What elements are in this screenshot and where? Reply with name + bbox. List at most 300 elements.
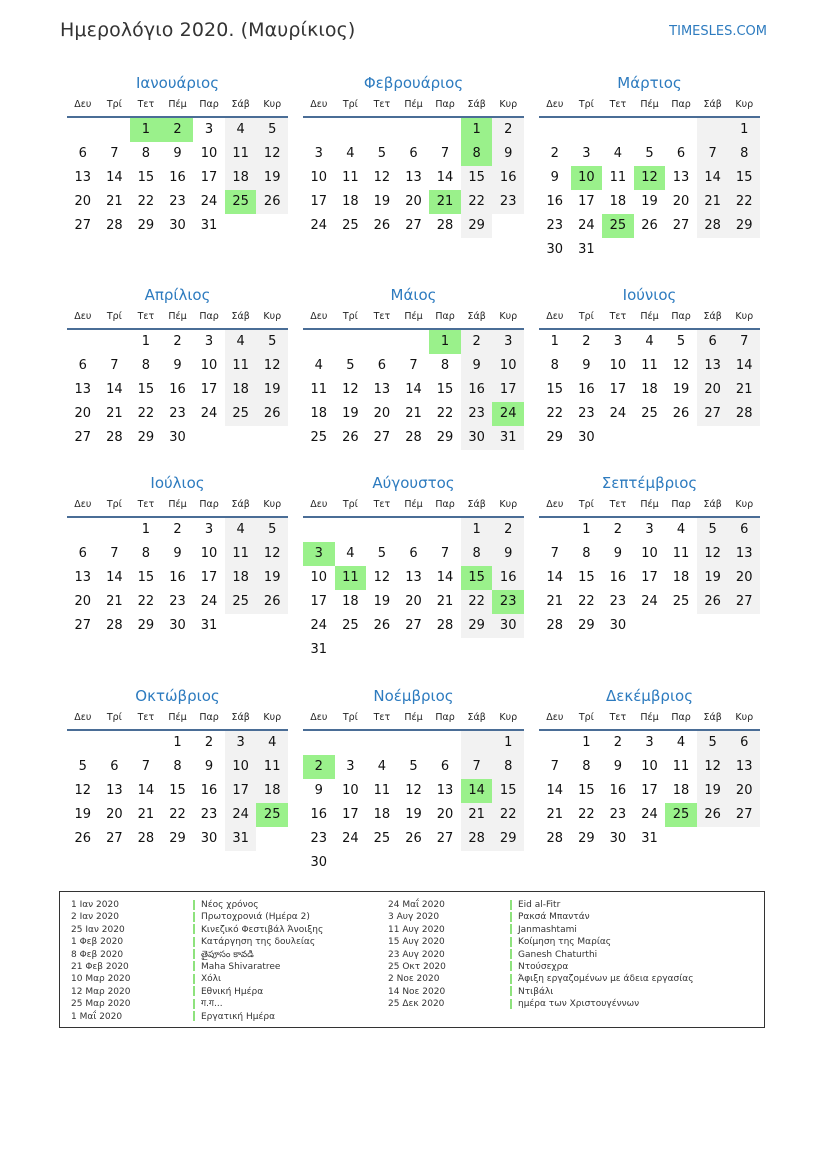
day-cell[interactable]: 29 (461, 214, 493, 238)
day-cell[interactable]: 2 (613, 735, 623, 750)
day-cell[interactable]: 26 (405, 831, 422, 846)
day-cell[interactable]: 6 (78, 146, 87, 161)
day-cell[interactable]: 10 (200, 358, 218, 373)
day-cell[interactable]: 21 (106, 406, 123, 421)
day-cell[interactable]: 13 (436, 783, 454, 798)
day-cell[interactable]: 24 (225, 803, 257, 827)
day-cell[interactable]: 15 (137, 170, 155, 185)
day-cell[interactable]: 21 (429, 190, 461, 214)
day-cell[interactable]: 30 (169, 430, 186, 445)
day-cell[interactable]: 1 (461, 118, 493, 142)
day-cell[interactable]: 1 (582, 522, 591, 537)
day-cell[interactable]: 14 (461, 779, 493, 803)
day-cell[interactable]: 23 (461, 402, 493, 426)
day-cell[interactable]: 20 (405, 194, 422, 209)
day-cell[interactable]: 27 (106, 831, 123, 846)
day-cell[interactable]: 25 (225, 402, 257, 426)
day-cell[interactable]: 3 (492, 330, 524, 354)
day-cell[interactable]: 26 (256, 590, 288, 614)
day-cell[interactable]: 25 (342, 618, 359, 633)
day-cell[interactable]: 17 (342, 807, 359, 822)
day-cell[interactable]: 11 (225, 142, 257, 166)
day-cell[interactable]: 23 (492, 190, 524, 214)
day-cell[interactable]: 28 (137, 831, 155, 846)
day-cell[interactable]: 28 (106, 218, 123, 233)
day-cell[interactable]: 25 (342, 218, 359, 233)
day-cell[interactable]: 7 (697, 142, 729, 166)
day-cell[interactable]: 5 (676, 334, 686, 349)
day-cell[interactable]: 1 (461, 518, 493, 542)
day-cell[interactable]: 20 (728, 566, 760, 590)
day-cell[interactable]: 17 (225, 779, 257, 803)
day-cell[interactable]: 20 (728, 779, 760, 803)
day-cell[interactable]: 28 (461, 827, 493, 851)
day-cell[interactable]: 7 (440, 146, 450, 161)
day-cell[interactable]: 30 (609, 618, 627, 633)
day-cell[interactable]: 22 (578, 594, 595, 609)
day-cell[interactable]: 18 (373, 807, 391, 822)
day-cell[interactable]: 23 (492, 590, 524, 614)
day-cell[interactable]: 3 (225, 731, 257, 755)
day-cell[interactable]: 15 (137, 382, 155, 397)
day-cell[interactable]: 7 (110, 358, 119, 373)
day-cell[interactable]: 28 (436, 218, 454, 233)
day-cell[interactable]: 20 (74, 194, 92, 209)
day-cell[interactable]: 19 (697, 566, 729, 590)
day-cell[interactable]: 1 (492, 731, 524, 755)
day-cell[interactable]: 11 (310, 382, 328, 397)
day-cell[interactable]: 10 (609, 358, 627, 373)
day-cell[interactable]: 4 (676, 522, 686, 537)
day-cell[interactable]: 19 (74, 807, 92, 822)
day-cell[interactable]: 10 (310, 170, 328, 185)
day-cell[interactable]: 17 (200, 170, 218, 185)
day-cell[interactable]: 18 (256, 779, 288, 803)
day-cell[interactable]: 18 (225, 566, 257, 590)
day-cell[interactable]: 31 (578, 242, 595, 257)
day-cell[interactable]: 9 (492, 142, 524, 166)
day-cell[interactable]: 15 (436, 382, 454, 397)
day-cell[interactable]: 6 (728, 518, 760, 542)
day-cell[interactable]: 21 (436, 594, 454, 609)
day-cell[interactable]: 9 (173, 358, 182, 373)
day-cell[interactable]: 13 (74, 170, 92, 185)
day-cell[interactable]: 12 (697, 542, 729, 566)
day-cell[interactable]: 31 (200, 618, 218, 633)
day-cell[interactable]: 30 (546, 242, 564, 257)
day-cell[interactable]: 10 (200, 146, 218, 161)
day-cell[interactable]: 4 (645, 334, 654, 349)
day-cell[interactable]: 16 (169, 570, 186, 585)
day-cell[interactable]: 3 (645, 522, 654, 537)
day-cell[interactable]: 22 (137, 194, 155, 209)
day-cell[interactable]: 11 (373, 783, 391, 798)
day-cell[interactable]: 18 (672, 783, 690, 798)
day-cell[interactable]: 17 (310, 194, 328, 209)
day-cell[interactable]: 9 (613, 546, 623, 561)
day-cell[interactable]: 6 (377, 358, 387, 373)
day-cell[interactable]: 19 (342, 406, 359, 421)
day-cell[interactable]: 20 (373, 406, 391, 421)
day-cell[interactable]: 2 (492, 518, 524, 542)
day-cell[interactable]: 12 (373, 570, 391, 585)
day-cell[interactable]: 21 (546, 807, 564, 822)
day-cell[interactable]: 26 (256, 402, 288, 426)
day-cell[interactable]: 16 (310, 807, 328, 822)
day-cell[interactable]: 6 (676, 146, 686, 161)
day-cell[interactable]: 11 (609, 170, 627, 185)
day-cell[interactable]: 25 (602, 214, 634, 238)
day-cell[interactable]: 2 (461, 330, 493, 354)
day-cell[interactable]: 20 (106, 807, 123, 822)
day-cell[interactable]: 12 (256, 354, 288, 378)
day-cell[interactable]: 22 (137, 406, 155, 421)
day-cell[interactable]: 20 (405, 594, 422, 609)
day-cell[interactable]: 11 (225, 542, 257, 566)
day-cell[interactable]: 21 (137, 807, 155, 822)
day-cell[interactable]: 10 (641, 759, 658, 774)
day-cell[interactable]: 3 (204, 122, 214, 137)
day-cell[interactable]: 16 (609, 570, 627, 585)
day-cell[interactable]: 1 (141, 334, 151, 349)
day-cell[interactable]: 9 (613, 759, 623, 774)
day-cell[interactable]: 23 (169, 406, 186, 421)
day-cell[interactable]: 24 (641, 594, 658, 609)
day-cell[interactable]: 21 (697, 190, 729, 214)
day-cell[interactable]: 25 (256, 803, 288, 827)
day-cell[interactable]: 18 (609, 194, 627, 209)
day-cell[interactable]: 2 (173, 522, 182, 537)
day-cell[interactable]: 15 (137, 570, 155, 585)
day-cell[interactable]: 10 (200, 546, 218, 561)
day-cell[interactable]: 10 (641, 546, 658, 561)
day-cell[interactable]: 15 (169, 783, 186, 798)
day-cell[interactable]: 6 (409, 546, 418, 561)
day-cell[interactable]: 30 (169, 218, 186, 233)
day-cell[interactable]: 11 (641, 358, 658, 373)
day-cell[interactable]: 22 (137, 594, 155, 609)
day-cell[interactable]: 26 (641, 218, 658, 233)
day-cell[interactable]: 15 (461, 166, 493, 190)
day-cell[interactable]: 4 (346, 146, 355, 161)
day-cell[interactable]: 10 (310, 570, 328, 585)
day-cell[interactable]: 27 (728, 590, 760, 614)
day-cell[interactable]: 3 (613, 334, 623, 349)
day-cell[interactable]: 16 (461, 378, 493, 402)
day-cell[interactable]: 28 (106, 618, 123, 633)
day-cell[interactable]: 5 (377, 146, 387, 161)
day-cell[interactable]: 13 (373, 382, 391, 397)
day-cell[interactable]: 31 (310, 642, 328, 657)
day-cell[interactable]: 19 (405, 807, 422, 822)
day-cell[interactable]: 25 (310, 430, 328, 445)
day-cell[interactable]: 17 (641, 783, 658, 798)
day-cell[interactable]: 7 (461, 755, 493, 779)
day-cell[interactable]: 22 (492, 803, 524, 827)
day-cell[interactable]: 26 (672, 406, 690, 421)
day-cell[interactable]: 8 (141, 546, 151, 561)
day-cell[interactable]: 20 (74, 406, 92, 421)
day-cell[interactable]: 17 (492, 378, 524, 402)
day-cell[interactable]: 29 (137, 218, 155, 233)
day-cell[interactable]: 8 (461, 142, 493, 166)
day-cell[interactable]: 14 (546, 570, 564, 585)
day-cell[interactable]: 23 (578, 406, 595, 421)
day-cell[interactable]: 6 (440, 759, 450, 774)
day-cell[interactable]: 24 (200, 194, 218, 209)
day-cell[interactable]: 23 (200, 807, 218, 822)
day-cell[interactable]: 8 (173, 759, 182, 774)
day-cell[interactable]: 20 (697, 378, 729, 402)
day-cell[interactable]: 30 (200, 831, 218, 846)
day-cell[interactable]: 24 (342, 831, 359, 846)
day-cell[interactable]: 3 (346, 759, 355, 774)
day-cell[interactable]: 2 (303, 755, 335, 779)
day-cell[interactable]: 12 (342, 382, 359, 397)
day-cell[interactable]: 1 (141, 522, 151, 537)
day-cell[interactable]: 9 (461, 354, 493, 378)
day-cell[interactable]: 20 (436, 807, 454, 822)
day-cell[interactable]: 21 (106, 194, 123, 209)
day-cell[interactable]: 16 (492, 166, 524, 190)
day-cell[interactable]: 24 (200, 594, 218, 609)
day-cell[interactable]: 9 (173, 546, 182, 561)
day-cell[interactable]: 5 (346, 358, 355, 373)
day-cell[interactable]: 9 (550, 170, 559, 185)
day-cell[interactable]: 26 (256, 190, 288, 214)
day-cell[interactable]: 27 (74, 430, 92, 445)
day-cell[interactable]: 16 (578, 382, 595, 397)
day-cell[interactable]: 5 (256, 330, 288, 354)
day-cell[interactable]: 18 (310, 406, 328, 421)
day-cell[interactable]: 26 (373, 618, 391, 633)
day-cell[interactable]: 15 (728, 166, 760, 190)
day-cell[interactable]: 1 (173, 735, 182, 750)
day-cell[interactable]: 22 (461, 590, 493, 614)
day-cell[interactable]: 30 (461, 426, 493, 450)
day-cell[interactable]: 5 (377, 546, 387, 561)
day-cell[interactable]: 20 (672, 194, 690, 209)
day-cell[interactable]: 18 (225, 378, 257, 402)
day-cell[interactable]: 4 (225, 518, 257, 542)
day-cell[interactable]: 4 (314, 358, 323, 373)
day-cell[interactable]: 21 (728, 378, 760, 402)
day-cell[interactable]: 12 (256, 542, 288, 566)
day-cell[interactable]: 16 (492, 566, 524, 590)
day-cell[interactable]: 24 (492, 402, 524, 426)
day-cell[interactable]: 21 (546, 594, 564, 609)
day-cell[interactable]: 30 (609, 831, 627, 846)
day-cell[interactable]: 25 (641, 406, 658, 421)
day-cell[interactable]: 28 (697, 214, 729, 238)
day-cell[interactable]: 17 (609, 382, 627, 397)
day-cell[interactable]: 28 (436, 618, 454, 633)
day-cell[interactable]: 6 (728, 731, 760, 755)
day-cell[interactable]: 19 (256, 166, 288, 190)
day-cell[interactable]: 18 (342, 194, 359, 209)
day-cell[interactable]: 22 (436, 406, 454, 421)
day-cell[interactable]: 29 (578, 831, 595, 846)
day-cell[interactable]: 14 (436, 570, 454, 585)
day-cell[interactable]: 19 (672, 382, 690, 397)
day-cell[interactable]: 14 (106, 170, 123, 185)
day-cell[interactable]: 17 (200, 570, 218, 585)
day-cell[interactable]: 14 (436, 170, 454, 185)
day-cell[interactable]: 3 (582, 146, 591, 161)
day-cell[interactable]: 22 (169, 807, 186, 822)
day-cell[interactable]: 15 (461, 566, 493, 590)
day-cell[interactable]: 14 (106, 382, 123, 397)
day-cell[interactable]: 18 (342, 594, 359, 609)
day-cell[interactable]: 28 (546, 831, 564, 846)
day-cell[interactable]: 19 (256, 378, 288, 402)
day-cell[interactable]: 9 (314, 783, 323, 798)
day-cell[interactable]: 25 (672, 594, 690, 609)
day-cell[interactable]: 1 (550, 334, 559, 349)
day-cell[interactable]: 7 (141, 759, 151, 774)
day-cell[interactable]: 29 (728, 214, 760, 238)
day-cell[interactable]: 7 (110, 546, 119, 561)
day-cell[interactable]: 2 (173, 334, 182, 349)
day-cell[interactable]: 22 (728, 190, 760, 214)
day-cell[interactable]: 6 (409, 146, 418, 161)
day-cell[interactable]: 14 (137, 783, 155, 798)
day-cell[interactable]: 25 (225, 590, 257, 614)
day-cell[interactable]: 2 (492, 118, 524, 142)
day-cell[interactable]: 9 (204, 759, 214, 774)
day-cell[interactable]: 29 (578, 618, 595, 633)
day-cell[interactable]: 12 (634, 166, 666, 190)
day-cell[interactable]: 26 (342, 430, 359, 445)
day-cell[interactable]: 30 (492, 614, 524, 638)
day-cell[interactable]: 3 (204, 522, 214, 537)
day-cell[interactable]: 2 (162, 118, 194, 142)
day-cell[interactable]: 8 (461, 542, 493, 566)
day-cell[interactable]: 7 (110, 146, 119, 161)
day-cell[interactable]: 16 (169, 170, 186, 185)
day-cell[interactable]: 9 (173, 146, 182, 161)
day-cell[interactable]: 1 (728, 118, 760, 142)
day-cell[interactable]: 28 (106, 430, 123, 445)
day-cell[interactable]: 23 (310, 831, 328, 846)
day-cell[interactable]: 18 (641, 382, 658, 397)
day-cell[interactable]: 10 (571, 166, 603, 190)
day-cell[interactable]: 3 (303, 542, 335, 566)
day-cell[interactable]: 11 (335, 566, 367, 590)
day-cell[interactable]: 19 (256, 566, 288, 590)
day-cell[interactable]: 27 (405, 618, 422, 633)
day-cell[interactable]: 19 (373, 194, 391, 209)
day-cell[interactable]: 8 (492, 755, 524, 779)
day-cell[interactable]: 23 (609, 807, 627, 822)
day-cell[interactable]: 4 (613, 146, 623, 161)
day-cell[interactable]: 11 (672, 759, 690, 774)
day-cell[interactable]: 12 (74, 783, 92, 798)
day-cell[interactable]: 3 (204, 334, 214, 349)
day-cell[interactable]: 24 (310, 618, 328, 633)
day-cell[interactable]: 5 (256, 518, 288, 542)
day-cell[interactable]: 12 (256, 142, 288, 166)
day-cell[interactable]: 28 (405, 430, 422, 445)
day-cell[interactable]: 21 (106, 594, 123, 609)
day-cell[interactable]: 25 (373, 831, 391, 846)
brand-link[interactable]: TIMESLES.COM (669, 24, 767, 39)
day-cell[interactable]: 12 (405, 783, 422, 798)
day-cell[interactable]: 5 (697, 518, 729, 542)
day-cell[interactable]: 24 (609, 406, 627, 421)
day-cell[interactable]: 24 (200, 406, 218, 421)
day-cell[interactable]: 5 (697, 731, 729, 755)
day-cell[interactable]: 27 (697, 402, 729, 426)
day-cell[interactable]: 16 (169, 382, 186, 397)
day-cell[interactable]: 26 (373, 218, 391, 233)
day-cell[interactable]: 4 (225, 118, 257, 142)
day-cell[interactable]: 2 (613, 522, 623, 537)
day-cell[interactable]: 7 (440, 546, 450, 561)
day-cell[interactable]: 19 (373, 594, 391, 609)
day-cell[interactable]: 27 (436, 831, 454, 846)
day-cell[interactable]: 11 (672, 546, 690, 561)
day-cell[interactable]: 29 (137, 618, 155, 633)
day-cell[interactable]: 8 (582, 546, 591, 561)
day-cell[interactable]: 15 (578, 570, 595, 585)
day-cell[interactable]: 7 (409, 358, 418, 373)
day-cell[interactable]: 19 (641, 194, 658, 209)
day-cell[interactable]: 23 (169, 594, 186, 609)
day-cell[interactable]: 23 (169, 194, 186, 209)
day-cell[interactable]: 6 (110, 759, 119, 774)
day-cell[interactable]: 13 (728, 755, 760, 779)
day-cell[interactable]: 16 (200, 783, 218, 798)
day-cell[interactable]: 7 (550, 546, 559, 561)
day-cell[interactable]: 8 (582, 759, 591, 774)
day-cell[interactable]: 13 (697, 354, 729, 378)
day-cell[interactable]: 31 (225, 827, 257, 851)
day-cell[interactable]: 23 (546, 218, 564, 233)
day-cell[interactable]: 26 (697, 590, 729, 614)
day-cell[interactable]: 3 (645, 735, 654, 750)
day-cell[interactable]: 4 (225, 330, 257, 354)
day-cell[interactable]: 8 (141, 358, 151, 373)
day-cell[interactable]: 11 (256, 755, 288, 779)
day-cell[interactable]: 17 (200, 382, 218, 397)
day-cell[interactable]: 27 (373, 430, 391, 445)
day-cell[interactable]: 14 (728, 354, 760, 378)
day-cell[interactable]: 13 (672, 170, 690, 185)
day-cell[interactable]: 7 (728, 330, 760, 354)
day-cell[interactable]: 24 (641, 807, 658, 822)
day-cell[interactable]: 20 (74, 594, 92, 609)
day-cell[interactable]: 3 (314, 146, 323, 161)
day-cell[interactable]: 2 (550, 146, 559, 161)
day-cell[interactable]: 13 (74, 382, 92, 397)
day-cell[interactable]: 29 (546, 430, 564, 445)
day-cell[interactable]: 28 (546, 618, 564, 633)
day-cell[interactable]: 27 (74, 618, 92, 633)
day-cell[interactable]: 25 (665, 803, 697, 827)
day-cell[interactable]: 30 (578, 430, 595, 445)
day-cell[interactable]: 8 (550, 358, 559, 373)
day-cell[interactable]: 27 (405, 218, 422, 233)
day-cell[interactable]: 30 (310, 855, 328, 870)
day-cell[interactable]: 14 (106, 570, 123, 585)
day-cell[interactable]: 29 (461, 614, 493, 638)
day-cell[interactable]: 14 (405, 382, 422, 397)
day-cell[interactable]: 6 (78, 358, 87, 373)
day-cell[interactable]: 24 (578, 218, 595, 233)
day-cell[interactable]: 21 (405, 406, 422, 421)
day-cell[interactable]: 4 (346, 546, 355, 561)
